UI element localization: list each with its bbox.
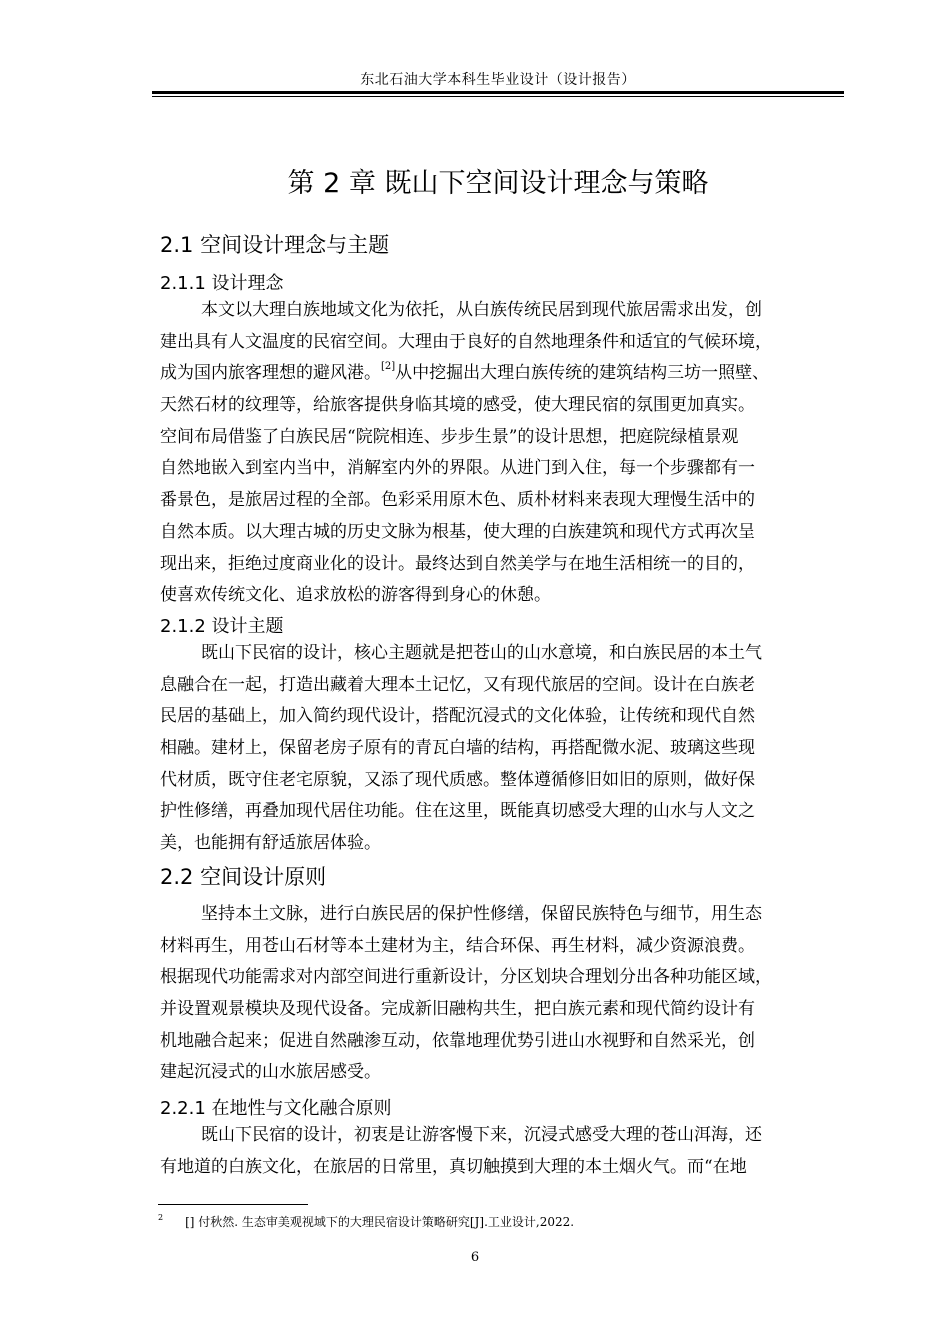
section-2-1-heading: 2.1 空间设计理念与主题 <box>160 233 390 257</box>
text-line: 护性修缮，再叠加现代居住功能。住在这里，既能真切感受大理的山水与人文之 <box>160 801 755 822</box>
text-line: 既山下民宿的设计，核心主题就是把苍山的山水意境，和白族民居的本土气 <box>201 643 762 663</box>
footnote-number: 2 <box>158 1213 164 1222</box>
text-line: 相融。建材上，保留老房子原有的青瓦白墙的结构，再搭配微水泥、玻璃这些现 <box>160 738 755 759</box>
paragraph-design-principles <box>160 899 850 1089</box>
section-2-2-1-heading: 2.2.1 在地性与文化融合原则 <box>160 1098 392 1119</box>
section-2-1-1-heading: 2.1.1 设计理念 <box>160 273 284 294</box>
text-line: 番景色，是旅居过程的全部。色彩采用原木色、质朴材料来表现大理慢生活中的 <box>160 490 755 511</box>
citation-marker[interactable]: [2] <box>381 361 396 373</box>
footnote-rule <box>158 1204 308 1205</box>
section-2-1-2-heading: 2.1.2 设计主题 <box>160 616 284 637</box>
footnote <box>158 1213 574 1230</box>
text-line: 有地道的白族文化，在旅居的日常里，真切触摸到大理的本土烟火气。而“在地 <box>160 1156 747 1177</box>
text-line: 坚持本土文脉，进行白族民居的保护性修缮，保留民族特色与细节，用生态 <box>201 904 762 924</box>
footnote-text: [] 付秋然. 生态审美观视域下的大理民宿设计策略研究[J].工业设计,2022. <box>185 1215 575 1229</box>
text-line: 建出具有人文温度的民宿空间。大理由于良好的自然地理条件和适宜的气候环境， <box>160 331 772 352</box>
text-line <box>160 358 850 390</box>
text-line: 民居的基础上，加入简约现代设计，搭配沉浸式的文化体验，让传统和现代自然 <box>160 706 755 727</box>
text-line: 使喜欢传统文化、追求放松的游客得到身心的休憩。 <box>160 585 551 606</box>
header-rule <box>152 91 844 94</box>
text-line: 既山下民宿的设计，初衷是让游客慢下来，沉浸式感受大理的苍山洱海，还 <box>201 1125 762 1145</box>
text-line: 材料再生，用苍山石材等本土建材为主，结合环保、再生材料，减少资源浪费。 <box>160 935 755 956</box>
text-line: 代材质，既守住老宅原貌，又添了现代质感。整体遵循修旧如旧的原则，做好保 <box>160 769 755 790</box>
text-line: 空间布局借鉴了白族民居“院院相连、步步生景”的设计思想，把庭院绿植景观 <box>160 426 739 447</box>
paragraph-locality-principle <box>160 1120 850 1183</box>
header-rule-thin <box>152 96 844 97</box>
text-line: 息融合在一起，打造出藏着大理本土记忆，又有现代旅居的空间。设计在白族老 <box>160 674 755 695</box>
paragraph-design-theme <box>160 638 850 860</box>
text-segment: 从中挖掘出大理白族传统的建筑结构三坊一照壁、 <box>395 363 770 384</box>
page-number: 6 <box>470 1250 480 1265</box>
text-line: 自然地嵌入到室内当中，消解室内外的界限。从进门到入住，每一个步骤都有一 <box>160 458 755 479</box>
section-2-2-heading: 2.2 空间设计原则 <box>160 865 327 889</box>
text-line: 并设置观景模块及现代设备。完成新旧融构共生，把白族元素和现代简约设计有 <box>160 999 755 1020</box>
running-header: 东北石油大学本科生毕业设计（设计报告） <box>360 72 636 88</box>
text-segment: 成为国内旅客理想的避风港。 <box>160 363 381 384</box>
text-line: 自然本质。以大理古城的历史文脉为根基，使大理的白族建筑和现代方式再次呈 <box>160 521 755 542</box>
text-line: 本文以大理白族地域文化为依托，从白族传统民居到现代旅居需求出发，创 <box>201 300 762 320</box>
text-line: 天然石材的纹理等，给旅客提供身临其境的感受，使大理民宿的氛围更加真实。 <box>160 395 755 416</box>
text-line: 美，也能拥有舒适旅居体验。 <box>160 833 381 854</box>
text-line: 机地融合起来；促进自然融渗互动，依靠地理优势引进山水视野和自然采光，创 <box>160 1030 755 1051</box>
text-line: 根据现代功能需求对内部空间进行重新设计，分区划块合理划分出各种功能区域， <box>160 967 772 988</box>
text-line: 现出来，拒绝过度商业化的设计。最终达到自然美学与在地生活相统一的目的， <box>160 553 755 574</box>
chapter-title: 第 2 章 既山下空间设计理念与策略 <box>287 168 709 199</box>
paragraph-design-concept <box>160 295 850 612</box>
text-line: 建起沉浸式的山水旅居感受。 <box>160 1062 381 1083</box>
